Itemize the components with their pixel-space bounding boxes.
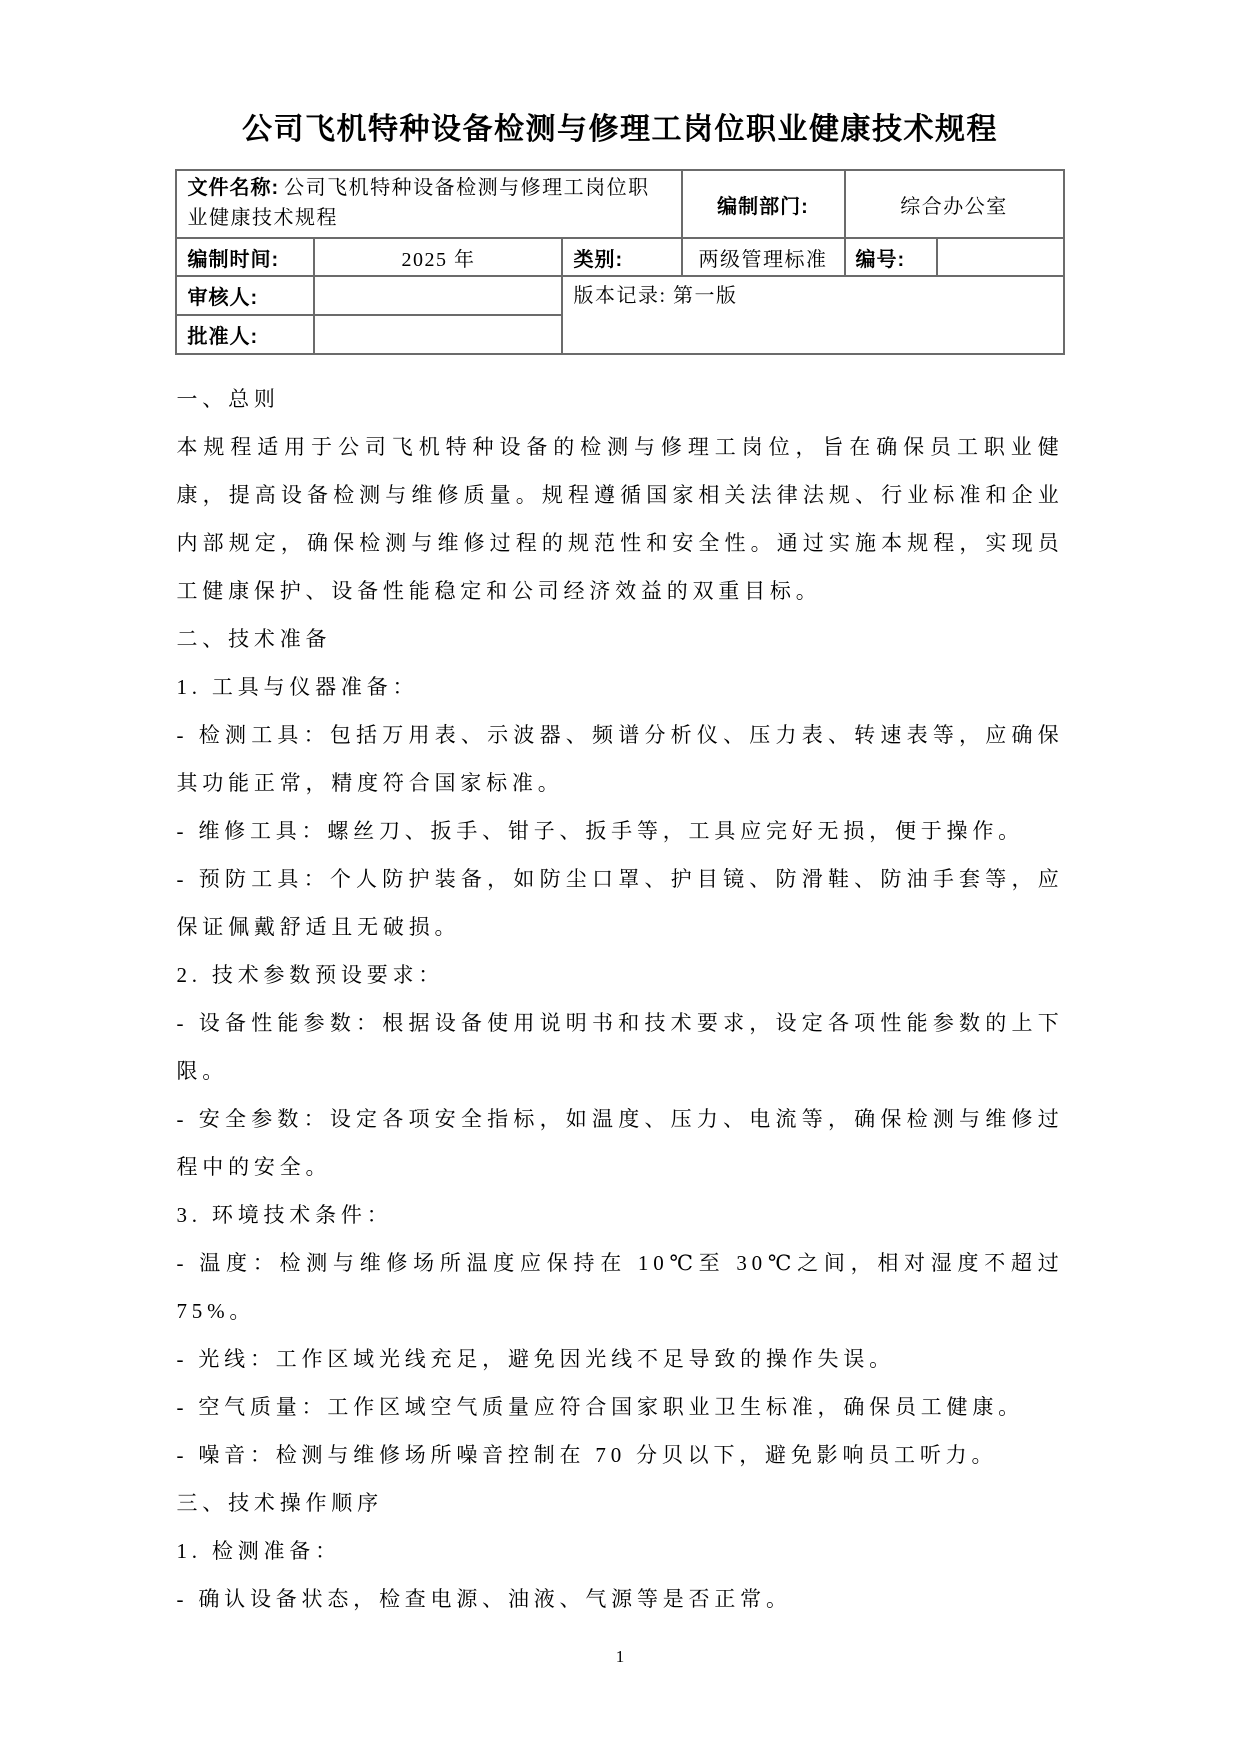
body-list-item: - 光线：工作区域光线充足，避免因光线不足导致的操作失误。 <box>176 1347 895 1371</box>
page-number: 1 <box>615 1647 625 1666</box>
table-row-compile-time <box>176 238 1063 276</box>
version-record-text: 版本记录: 第一版 <box>573 285 738 307</box>
category-value: 两级管理标准 <box>698 248 828 271</box>
doc-number-label-cell <box>845 238 937 276</box>
category-label-cell <box>562 238 681 276</box>
body-list-item: - 预防工具：个人防护装备，如防尘口罩、护目镜、防滑鞋、防油手套等，应保证佩戴舒适且无破损。 <box>176 867 1064 939</box>
doc-number-label: 编号: <box>855 248 906 271</box>
table-row-file-name <box>176 170 1063 238</box>
department-label: 编制部门: <box>717 195 809 218</box>
approver-label: 批准人: <box>187 326 259 348</box>
body-paragraph: 本规程适用于公司飞机特种设备的检测与修理工岗位，旨在确保员工职业健康，提高设备检测与维修质量。规程遵循国家相关法律法规、行业标准和企业内部规定，确保检测与维修过程的规范性和安全性。通过实施本规程，实现员工健康保护、设备性能稳定和公司经济效益的双重目标。 <box>176 435 1064 603</box>
category-value-cell <box>682 238 845 276</box>
file-name-label: 文件名称: <box>187 177 280 199</box>
reviewer-label: 审核人: <box>187 287 259 309</box>
body-subheading: 3. 环境技术条件： <box>176 1203 393 1227</box>
body-subheading: 2. 技术参数预设要求： <box>176 963 445 987</box>
department-value: 综合办公室 <box>900 195 1008 218</box>
compile-time-label-cell <box>176 238 314 276</box>
approver-value-cell <box>314 315 562 354</box>
category-label: 类别: <box>573 248 624 271</box>
department-label-cell <box>682 170 845 238</box>
version-record-cell <box>562 276 1063 354</box>
doc-number-value-cell <box>937 238 1064 276</box>
body-heading-1: 一、总则 <box>176 387 280 411</box>
compile-time-label: 编制时间: <box>187 248 280 271</box>
reviewer-label-cell <box>176 276 314 315</box>
body-list-item: - 检测工具：包括万用表、示波器、频谱分析仪、压力表、转速表等，应确保其功能正常，精度符合国家标准。 <box>176 723 1064 795</box>
body-list-item: - 设备性能参数：根据设备使用说明书和技术要求，设定各项性能参数的上下限。 <box>176 1011 1064 1083</box>
body-heading-2: 二、技术准备 <box>176 627 332 651</box>
file-name-cell <box>176 170 681 238</box>
department-value-cell <box>845 170 1064 238</box>
approver-label-cell <box>176 315 314 354</box>
reviewer-value-cell <box>314 276 562 315</box>
compile-time-value-cell <box>314 238 562 276</box>
table-row-reviewer <box>176 276 1063 315</box>
document-info-table <box>175 169 1064 355</box>
body-list-item: - 安全参数：设定各项安全指标，如温度、压力、电流等，确保检测与维修过程中的安全。 <box>176 1107 1064 1179</box>
body-subheading: 1. 检测准备： <box>176 1539 341 1563</box>
document-body <box>177 375 1064 1623</box>
body-heading-3: 三、技术操作顺序 <box>176 1491 383 1515</box>
body-subheading: 1. 工具与仪器准备： <box>176 675 419 699</box>
body-list-item: - 温度：检测与维修场所温度应保持在 10℃至 30℃之间，相对湿度不超过 75%。 <box>176 1251 1064 1323</box>
file-name-value: 公司飞机特种设备检测与修理工岗位职业健康技术规程 <box>187 177 650 229</box>
body-list-item: - 噪音：检测与维修场所噪音控制在 70 分贝以下，避免影响员工听力。 <box>176 1443 998 1467</box>
document-title: 公司飞机特种设备检测与修理工岗位职业健康技术规程 <box>242 113 998 146</box>
body-list-item: - 确认设备状态，检查电源、油液、气源等是否正常。 <box>176 1587 792 1611</box>
compile-time-value: 2025 年 <box>401 248 476 271</box>
body-list-item: - 空气质量：工作区域空气质量应符合国家职业卫生标准，确保员工健康。 <box>176 1395 1024 1419</box>
body-list-item: - 维修工具：螺丝刀、扳手、钳子、扳手等，工具应完好无损，便于操作。 <box>176 819 1024 843</box>
